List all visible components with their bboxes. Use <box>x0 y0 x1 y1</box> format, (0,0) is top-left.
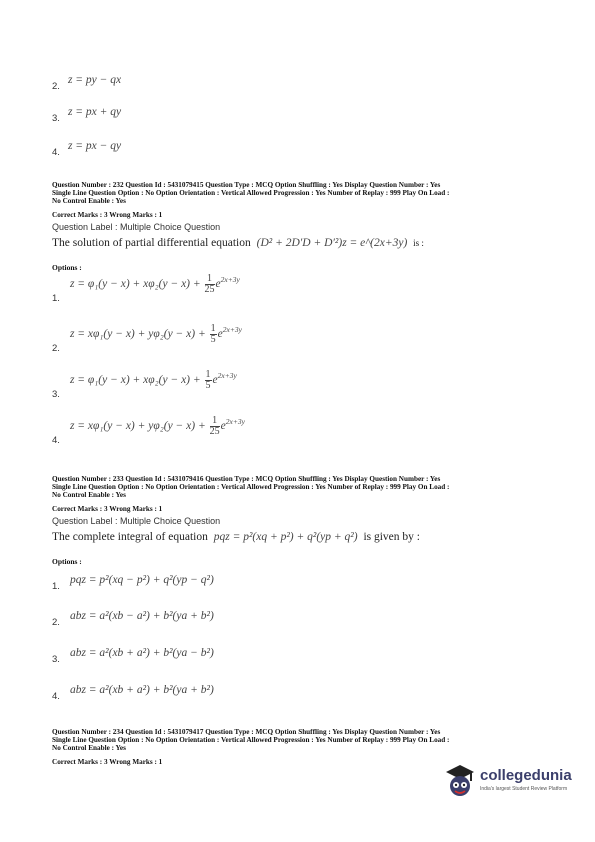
option-expression <box>69 369 237 391</box>
prev-option-2 <box>52 70 122 92</box>
fraction-numerator: 1 <box>210 416 220 427</box>
option-number: 2. <box>52 343 60 355</box>
q232-option-3 <box>52 369 237 401</box>
option-power: 2x+3y <box>217 371 237 381</box>
option-expression: z = px + qy <box>67 106 122 118</box>
collegedunia-logo <box>440 760 480 802</box>
question-suffix: is : <box>413 238 424 248</box>
q233-option-4 <box>52 680 214 702</box>
q232-option-4 <box>52 415 245 447</box>
meta-line: Question Number : 234 Question Id : 5431079417 Question Type : MCQ Option Shuffling : Yes Display Question Number : Yes <box>52 728 441 736</box>
option-expression <box>69 273 240 295</box>
option-expression: z = px − qy <box>67 140 122 152</box>
question-prefix: The solution of partial differential equation <box>52 237 251 249</box>
option-power: 2x+3y <box>225 417 245 427</box>
prev-option-4 <box>52 136 122 158</box>
q232-label: Question Label : Multiple Choice Question <box>52 222 221 232</box>
q232-option-1 <box>52 273 240 305</box>
q232-question-text <box>52 237 424 249</box>
q232-option-2 <box>52 323 242 355</box>
meta-line: Question Number : 232 Question Id : 5431079415 Question Type : MCQ Option Shuffling : Yes Display Question Number : Yes <box>52 181 441 189</box>
option-fraction <box>210 324 217 345</box>
q232-marks: Correct Marks : 3 Wrong Marks : 1 <box>52 211 163 219</box>
option-number: 2. <box>52 617 60 628</box>
fraction-denominator: 25 <box>209 426 220 437</box>
option-number: 4. <box>52 691 60 702</box>
option-exp: e <box>212 374 218 387</box>
option-number: 1. <box>52 581 60 592</box>
option-fraction <box>210 416 220 437</box>
fraction-numerator: 1 <box>205 369 211 380</box>
meta-line: Single Line Question Option : No Option Orientation : Vertical Allowed Progression : Yes Number of Replay : 999 Play On Load : <box>52 736 450 745</box>
q233-option-2 <box>52 606 214 628</box>
option-power: 2x+3y <box>222 325 242 335</box>
option-number: 3. <box>52 113 60 124</box>
option-fraction <box>205 370 212 391</box>
option-number: 2. <box>52 81 60 92</box>
option-expression: z = py − qx <box>67 74 122 86</box>
meta-line: No Control Enable : Yes <box>52 744 126 753</box>
question-equation: (D² + 2D′D + D′²)z = e^(2x+3y) <box>256 237 408 249</box>
option-expression <box>69 415 245 437</box>
meta-line: No Control Enable : Yes <box>52 197 126 206</box>
question-prefix: The complete integral of equation <box>52 531 208 543</box>
option-main: z = φ₁(y − x) + xφ₂(y − x) + <box>69 278 201 291</box>
option-expression: abz = a²(xb + a²) + b²(ya + b²) <box>69 684 214 696</box>
q234-metadata <box>52 728 552 753</box>
q233-label: Question Label : Multiple Choice Question <box>52 516 221 526</box>
logo-tagline: India's largest Student Review Platform <box>480 786 568 792</box>
logo-wordmark: collegedunia <box>480 767 572 784</box>
fraction-numerator: 1 <box>210 323 216 334</box>
option-power: 2x+3y <box>220 275 240 285</box>
meta-line: Single Line Question Option : No Option Orientation : Vertical Allowed Progression : Yes Number of Replay : 999 Play On Load : <box>52 483 450 492</box>
logo-mascot-icon <box>440 760 480 802</box>
fraction-denominator: 5 <box>205 380 211 391</box>
q234-marks: Correct Marks : 3 Wrong Marks : 1 <box>52 758 163 766</box>
fraction-numerator: 1 <box>205 274 215 285</box>
fraction-denominator: 25 <box>204 284 215 295</box>
option-number: 3. <box>52 654 60 665</box>
option-number: 1. <box>52 293 60 305</box>
option-exp: e <box>217 328 223 341</box>
q233-options-heading: Options : <box>52 557 82 566</box>
question-equation: pqz = p²(xq + p²) + q²(yp + q²) <box>213 531 358 543</box>
option-main: z = φ₁(y − x) + xφ₂(y − x) + <box>69 374 201 387</box>
prev-option-3 <box>52 102 122 124</box>
option-number: 4. <box>52 147 60 158</box>
option-exp: e <box>220 420 226 433</box>
option-fraction <box>205 274 215 295</box>
option-main: z = xφ₁(y − x) + yφ₂(y − x) + <box>69 328 206 341</box>
option-main: z = xφ₁(y − x) + yφ₂(y − x) + <box>69 420 206 433</box>
meta-line: Single Line Question Option : No Option Orientation : Vertical Allowed Progression : Yes Number of Replay : 999 Play On Load : <box>52 189 450 198</box>
option-number: 4. <box>52 435 60 447</box>
option-number: 3. <box>52 389 60 401</box>
option-expression: pqz = p²(xq − p²) + q²(yp − q²) <box>69 574 214 586</box>
meta-line: Question Number : 233 Question Id : 5431079416 Question Type : MCQ Option Shuffling : Yes Display Question Number : Yes <box>52 475 441 483</box>
fraction-denominator: 5 <box>210 334 216 345</box>
option-expression: abz = a²(xb + a²) + b²(ya − b²) <box>69 647 214 659</box>
option-exp: e <box>215 278 221 291</box>
question-suffix: is given by : <box>363 531 420 543</box>
option-expression: abz = a²(xb − a²) + b²(ya + b²) <box>69 610 214 622</box>
q232-options-heading: Options : <box>52 263 82 272</box>
meta-line: No Control Enable : Yes <box>52 491 126 500</box>
option-expression <box>69 323 242 345</box>
q233-question-text <box>52 531 420 543</box>
q233-option-1 <box>52 570 214 592</box>
q232-metadata <box>52 181 552 206</box>
q233-option-3 <box>52 643 214 665</box>
q233-metadata <box>52 475 552 500</box>
q233-marks: Correct Marks : 3 Wrong Marks : 1 <box>52 505 163 513</box>
